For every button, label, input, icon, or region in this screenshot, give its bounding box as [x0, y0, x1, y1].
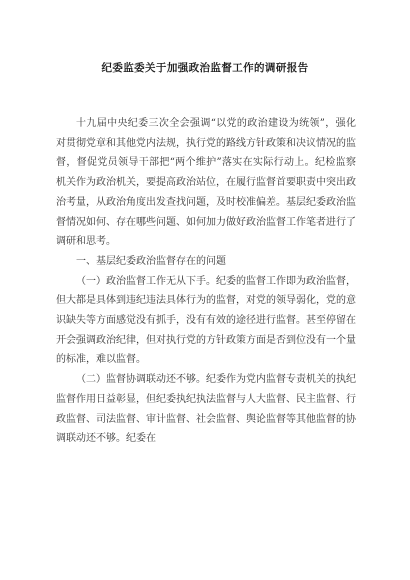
paragraph-subsection-1: （一）政治监督工作无从下手。纪委的监督工作即为政治监督，但大都是具体到违纪违法具体行为的监督，对党的领导弱化，党的意识缺失等方面感觉没有抓手，没有有效的途径进行监督。甚至停留在开会强调政治纪律，但对执行党的方针政策方面是否到位没有一个量的标准，难以监督。 [56, 275, 356, 366]
paragraph-subsection-2: （二）监督协调联动还不够。纪委作为党内监督专责机关的执纪监督作用日益彰显，但纪委执纪执法监督与人大监督、民主监督、行政监督、司法监督、审计监督、社会监督、舆论监督等其他监督的协调联动还不够。纪委在 [56, 374, 356, 445]
paragraph-intro: 十九届中央纪委三次全会强调“以党的政治建设为统领”，强化对贯彻党章和其他党内法规，执行党的路线方针政策和决议情况的监督，督促党员领导干部把“两个维护”落实在实际行动上。纪检监察机关作为政治机关，要提高政治站位，在履行监督首要职责中突出政治考量，从政治角度出发查找问题，及时校准偏差。基层纪委政治监督情况如何、存在哪些问题、如何加力做好政治监督工作笔者进行了调研和思考。 [56, 118, 356, 248]
section-heading-1: 一、基层纪委政治监督存在的问题 [76, 255, 226, 267]
document-body [56, 114, 356, 449]
document-title: 纪委监委关于加强政治监督工作的调研报告 [101, 62, 309, 74]
